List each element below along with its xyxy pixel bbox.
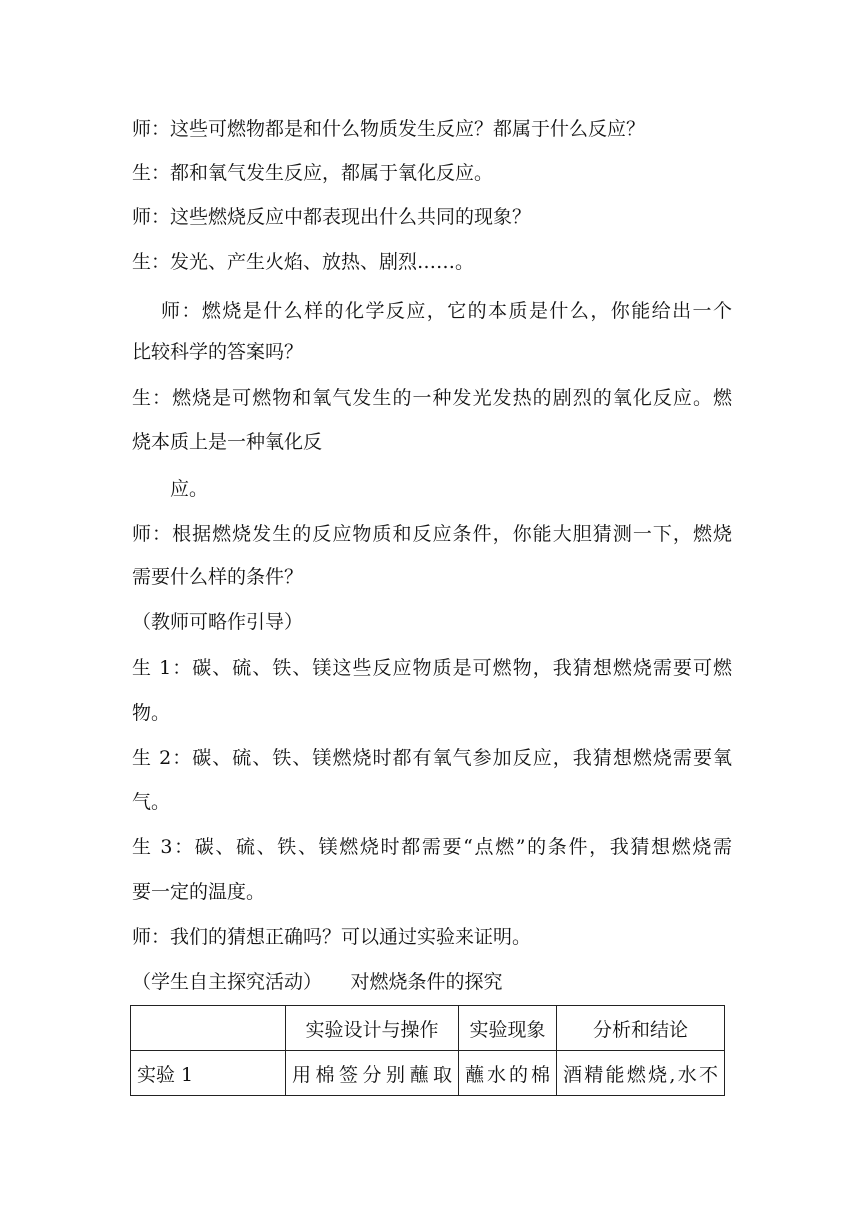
paragraph-line: （教师可略作引导）: [132, 611, 304, 633]
paragraph-line: 师：我们的猜想正确吗？可以通过实验来证明。: [132, 926, 532, 948]
paragraph-line: 生：燃烧是可燃物和氧气发生的一种发光发热的剧烈的氧化反应。燃: [132, 387, 732, 409]
table-header-cell: 分析和结论: [557, 1006, 725, 1051]
paragraph-line: 烧本质上是一种氧化反: [132, 431, 323, 453]
paragraph-line: 应。: [170, 478, 209, 500]
paragraph-line: 气。: [132, 791, 171, 813]
table-header-cell: 实验现象: [459, 1006, 557, 1051]
table-row: [131, 1051, 725, 1096]
experiment-table: [130, 1005, 725, 1096]
paragraph-line: 需要什么样的条件？: [132, 566, 304, 588]
paragraph-line: 师：这些燃烧反应中都表现出什么共同的现象？: [132, 206, 532, 228]
paragraph-line: 生 1：碳、硫、铁、镁这些反应物质是可燃物，我猜想燃烧需要可燃: [132, 657, 732, 679]
table-caption: （学生自主探究活动） 对燃烧条件的探究: [132, 971, 503, 993]
table-cell: 用棉签分别蘸取: [286, 1051, 459, 1096]
paragraph-line: 师：根据燃烧发生的反应物质和反应条件，你能大胆猜测一下，燃烧: [132, 523, 732, 545]
table-cell: 实验 1: [131, 1051, 286, 1096]
paragraph-line: 生：都和氧气发生反应，都属于氧化反应。: [132, 162, 494, 184]
table-cell: 蘸水的棉: [459, 1051, 557, 1096]
paragraph-line: 要一定的温度。: [132, 881, 266, 903]
paragraph-line: 比较科学的答案吗？: [132, 341, 304, 363]
table-header-row: [131, 1006, 725, 1051]
paragraph-line: 师：燃烧是什么样的化学反应，它的本质是什么，你能给出一个: [161, 300, 732, 322]
paragraph-line: 生：发光、产生火焰、放热、剧烈……。: [132, 251, 475, 273]
paragraph-line: 师：这些可燃物都是和什么物质发生反应？都属于什么反应？: [132, 118, 646, 140]
table-header-cell: [131, 1006, 286, 1051]
paragraph-line: 生 2：碳、硫、铁、镁燃烧时都有氧气参加反应，我猜想燃烧需要氧: [132, 747, 732, 769]
paragraph-line: 生 3：碳、硫、铁、镁燃烧时都需要“点燃”的条件，我猜想燃烧需: [132, 836, 732, 858]
table-cell: 酒精能燃烧,水不: [557, 1051, 725, 1096]
paragraph-line: 物。: [132, 702, 171, 724]
table-header-cell: 实验设计与操作: [286, 1006, 459, 1051]
